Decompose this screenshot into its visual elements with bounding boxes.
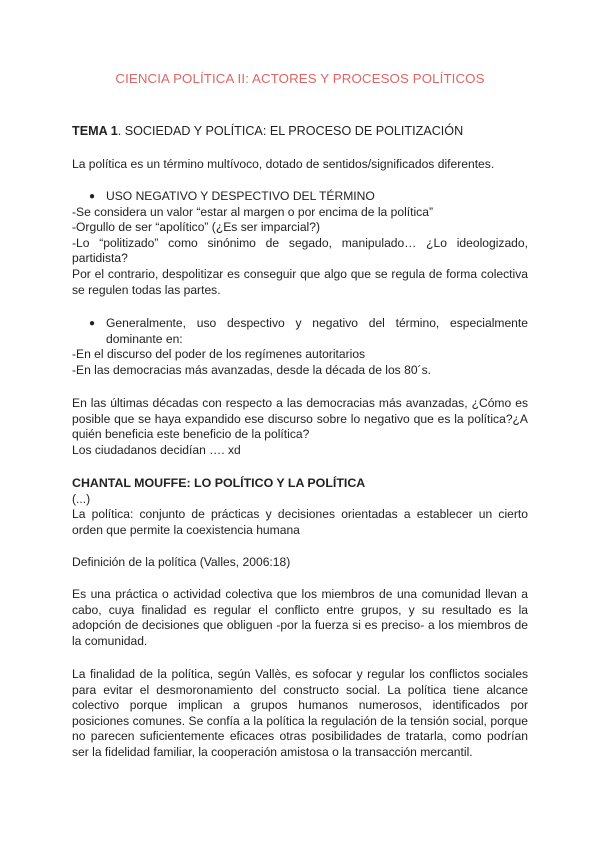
tema-heading — [72, 124, 528, 140]
bullet-item — [72, 316, 528, 347]
valles-paragraph-1: Es una práctica o actividad colectiva que los miembros de una comunidad llevan a cabo, cuya finalidad es regular el conflicto entre grupos, y su resultado es la adopción de decisiones que obliguen -por la fuerza si es preciso- a los miembros de la comunidad. — [72, 587, 528, 648]
section-mouffe — [72, 476, 528, 538]
valles-heading: Definición de la política (Valles, 2006:18) — [72, 555, 291, 569]
intro-paragraph: La política es un término multívoco, dotado de sentidos/significados diferentes. — [72, 157, 495, 171]
list-line: -En las democracias más avanzadas, desde la década de los 80´s. — [72, 362, 431, 377]
question-paragraph: En las últimas décadas con respecto a las democracias más avanzadas, ¿Cómo es posible que se haya expandido ese discurso sobre lo negativo que es la política?¿A quién beneficia este beneficio de la política? — [72, 396, 528, 442]
bullet-item — [72, 189, 528, 205]
bullet-icon: ● — [89, 191, 96, 202]
tema-title: . SOCIEDAD Y POLÍTICA: EL PROCESO DE POLITIZACIÓN — [117, 124, 464, 138]
tema-label: TEMA 1 — [72, 124, 118, 138]
list-line: -Lo “politizado” como sinónimo de segado, manipulado… ¿Lo ideologizado, partidista? — [72, 235, 528, 266]
mouffe-definition: La política: conjunto de prácticas y decisiones orientadas a establecer un cierto orden que permite la coexistencia humana — [72, 507, 528, 537]
bullet-text: Generalmente, uso despectivo y negativo del término, especialmente dominante en: — [106, 316, 528, 346]
ellipsis-line: (...) — [72, 491, 91, 506]
citizens-line: Los ciudadanos decidían …. xd — [72, 442, 241, 457]
bullet-icon: ● — [89, 318, 96, 329]
section-dominant-use — [72, 316, 528, 378]
list-line: -En el discurso del poder de los regímenes autoritarios — [72, 347, 366, 362]
section-negative-use — [72, 189, 528, 298]
contrary-paragraph: Por el contrario, despolitizar es conseguir que algo que se regula de forma colectiva se regulen todas las partes. — [72, 266, 528, 297]
valles-paragraph-2: La finalidad de la política, según Vallès, es sofocar y regular los conflictos sociales para evitar el desmoronamiento del constructo social. La política tiene alcance colectivo porque implican a grupos humanos numerosos, identificados por posiciones comunes. Se confía a la política la regulación de la tensión social, porque no parecen suficientemente eficaces otras posibilidades de tratarla, como podrían ser la fidelidad familiar, la cooperación amistosa o la transacción mercantil. — [72, 667, 528, 759]
list-line: -Orgullo de ser “apolítico” (¿Es ser imparcial?) — [72, 220, 320, 235]
document-title: CIENCIA POLÍTICA II: ACTORES Y PROCESOS POLÍTICOS — [115, 71, 485, 86]
list-line: -Se considera un valor “estar al margen o por encima de la política” — [72, 204, 433, 219]
bullet-text: USO NEGATIVO Y DESPECTIVO DEL TÉRMINO — [106, 189, 375, 203]
section-question — [72, 396, 528, 458]
mouffe-heading: CHANTAL MOUFFE: LO POLÍTICO Y LA POLÍTICA — [72, 476, 366, 490]
